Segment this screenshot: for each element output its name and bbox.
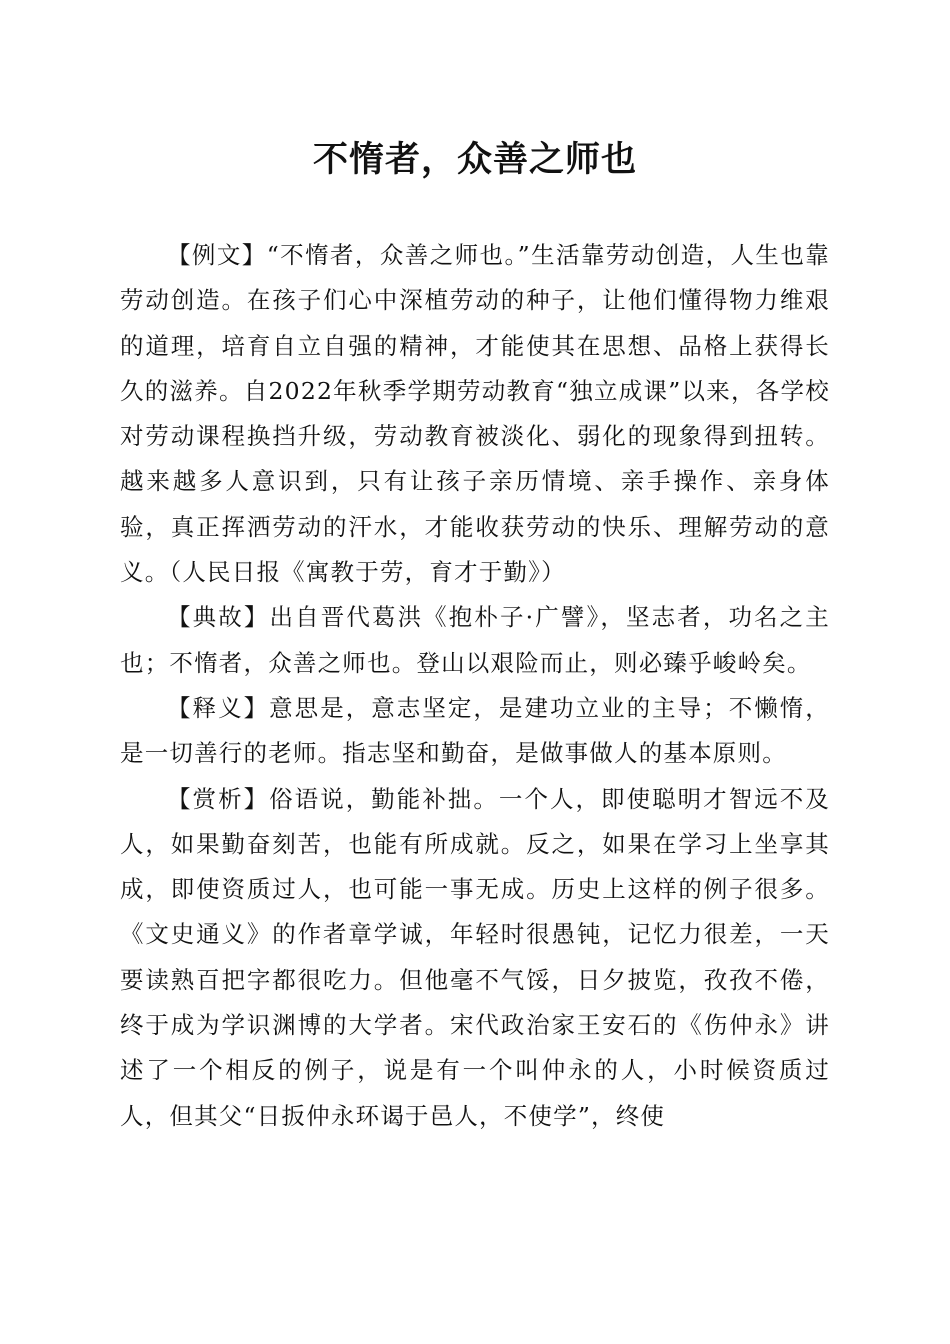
document-body bbox=[120, 233, 830, 1139]
paragraph-allusion: 【典故】出自晋代葛洪《抱朴子·广譬》，坚志者，功名之主也；不惰者，众善之师也。登山以艰险而止，则必臻乎峻岭矣。 bbox=[120, 603, 830, 677]
paragraph-appreciation: 【赏析】俗语说，勤能补拙。一个人，即使聪明才智远不及人，如果勤奋刻苦，也能有所成就。反之，如果在学习上坐享其成，即使资质过人，也可能一事无成。历史上这样的例子很多。《文史通义》的作者章学诚，年轻时很愚钝，记忆力很差，一天要读熟百把字都很吃力。但他毫不气馁，日夕披览，孜孜不倦，终于成为学识渊博的大学者。宋代政治家王安石的《伤仲永》讲述了一个相反的例子，说是有一个叫仲永的人，小时候资质过人，但其父“日扳仲永环谒于邑人，不使学”，终使 bbox=[120, 784, 830, 1130]
paragraph-meaning: 【释义】意思是，意志坚定，是建功立业的主导；不懒惰，是一切善行的老师。指志坚和勤奋，是做事做人的基本原则。 bbox=[120, 693, 830, 768]
paragraph-example: 【例文】“不惰者，众善之师也。”生活靠劳动创造，人生也靠劳动创造。在孩子们心中深植劳动的种子，让他们懂得物力维艰的道理，培育自立自强的精神，才能使其在思想、品格上获得长久的滋养。自2022年秋季学期劳动教育“独立成课”以来，各学校对劳动课程换挡升级，劳动教育被淡化、弱化的现象得到扭转。越来越多人意识到，只有让孩子亲历情境、亲手操作、亲身体验，真正挥洒劳动的汗水，才能收获劳动的快乐、理解劳动的意义。（人民日报《寓教于劳，育才于勤》） bbox=[120, 241, 830, 587]
document-title: 不惰者，众善之师也 bbox=[312, 139, 637, 180]
